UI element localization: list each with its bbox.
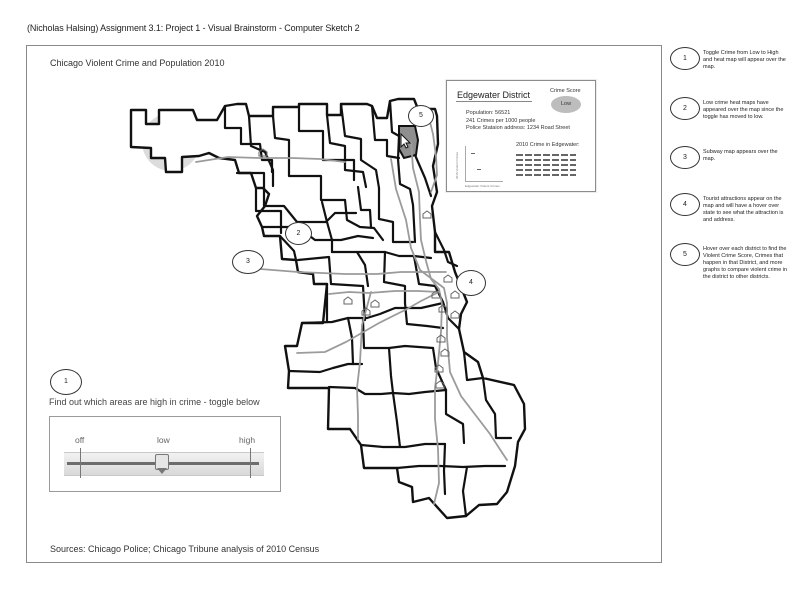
graph-y-label: 2010 Violent Crimes — [455, 152, 459, 179]
side-note-number: 5 — [670, 243, 700, 266]
slider-tick-off — [80, 448, 81, 478]
toggle-label-high: high — [239, 435, 256, 445]
police-address-text: Police Stataion address: 1234 Road Street — [466, 125, 570, 131]
map-callout-5: 5 — [408, 105, 434, 127]
popup-title-underline — [456, 101, 532, 102]
population-text: Population: 56521 — [466, 110, 511, 116]
side-note-number: 1 — [670, 47, 700, 70]
map-callout-4: 4 — [456, 270, 486, 296]
side-note-text: Hover over each district to find the Violent Crime Score, Crimes that happen in that District, and more graphs to compare violent crime in the district to other districts. — [703, 246, 788, 280]
side-note-number: 4 — [670, 193, 700, 216]
side-note-number: 2 — [670, 97, 700, 120]
toggle-label-off: off — [75, 435, 85, 445]
graph-x-label: Edgewater Violent Crimes — [465, 184, 500, 188]
map-callout-1: 1 — [50, 369, 82, 395]
comparison-text-line — [516, 164, 576, 166]
side-note-2 — [670, 97, 788, 135]
graph-mark — [477, 169, 481, 170]
side-note-text: Subway map appears over the map. — [703, 149, 778, 162]
graph-y-axis — [465, 146, 466, 181]
comparison-text-line — [516, 154, 576, 156]
page-title: (Nicholas Halsing) Assignment 3.1: Project 1 - Visual Brainstorm - Computer Sketch 2 — [27, 23, 360, 33]
crime-score-badge: Low — [551, 96, 581, 113]
side-note-5 — [670, 243, 788, 281]
comparison-text-line — [516, 159, 576, 161]
graph-x-axis — [465, 181, 503, 182]
popup-title: Edgewater District — [457, 90, 531, 100]
side-note-number: 3 — [670, 146, 700, 169]
map-callout-2: 2 — [285, 222, 312, 245]
graph-title: 2010 Crime in Edgewater: — [516, 142, 580, 148]
comparison-text-line — [516, 174, 576, 176]
side-note-text: Toggle Crime from Low to High and heat map will appear over the map. — [703, 50, 786, 70]
side-note-text: Low crime heat maps have appeared over the map since the toggle has moved to low. — [703, 100, 784, 120]
crime-score-label: Crime Score — [550, 88, 581, 94]
toggle-label-low: low — [157, 435, 170, 445]
comparison-text-line — [516, 169, 576, 171]
crime-toggle-panel — [49, 416, 281, 492]
map-title: Chicago Violent Crime and Population 2010 — [50, 58, 225, 68]
side-note-1 — [670, 47, 788, 85]
side-note-4 — [670, 193, 788, 231]
toggle-prompt: Find out which areas are high in crime - toggle below — [49, 397, 260, 407]
graph-mark — [471, 153, 475, 154]
side-note-3 — [670, 146, 788, 184]
side-note-text: Tourist attractions appear on the map and will have a hover over state to see what the attraction is and address. — [703, 196, 784, 223]
district-boundary — [444, 444, 445, 494]
sources-note: Sources: Chicago Police; Chicago Tribune analysis of 2010 Census — [50, 544, 320, 554]
slider-tick-high — [250, 448, 251, 478]
crime-slider-thumb[interactable] — [155, 454, 169, 470]
district-hover-popup — [446, 80, 596, 192]
crime-rate-text: 241 Crimes per 1000 people — [466, 118, 536, 124]
map-callout-3: 3 — [232, 250, 264, 274]
